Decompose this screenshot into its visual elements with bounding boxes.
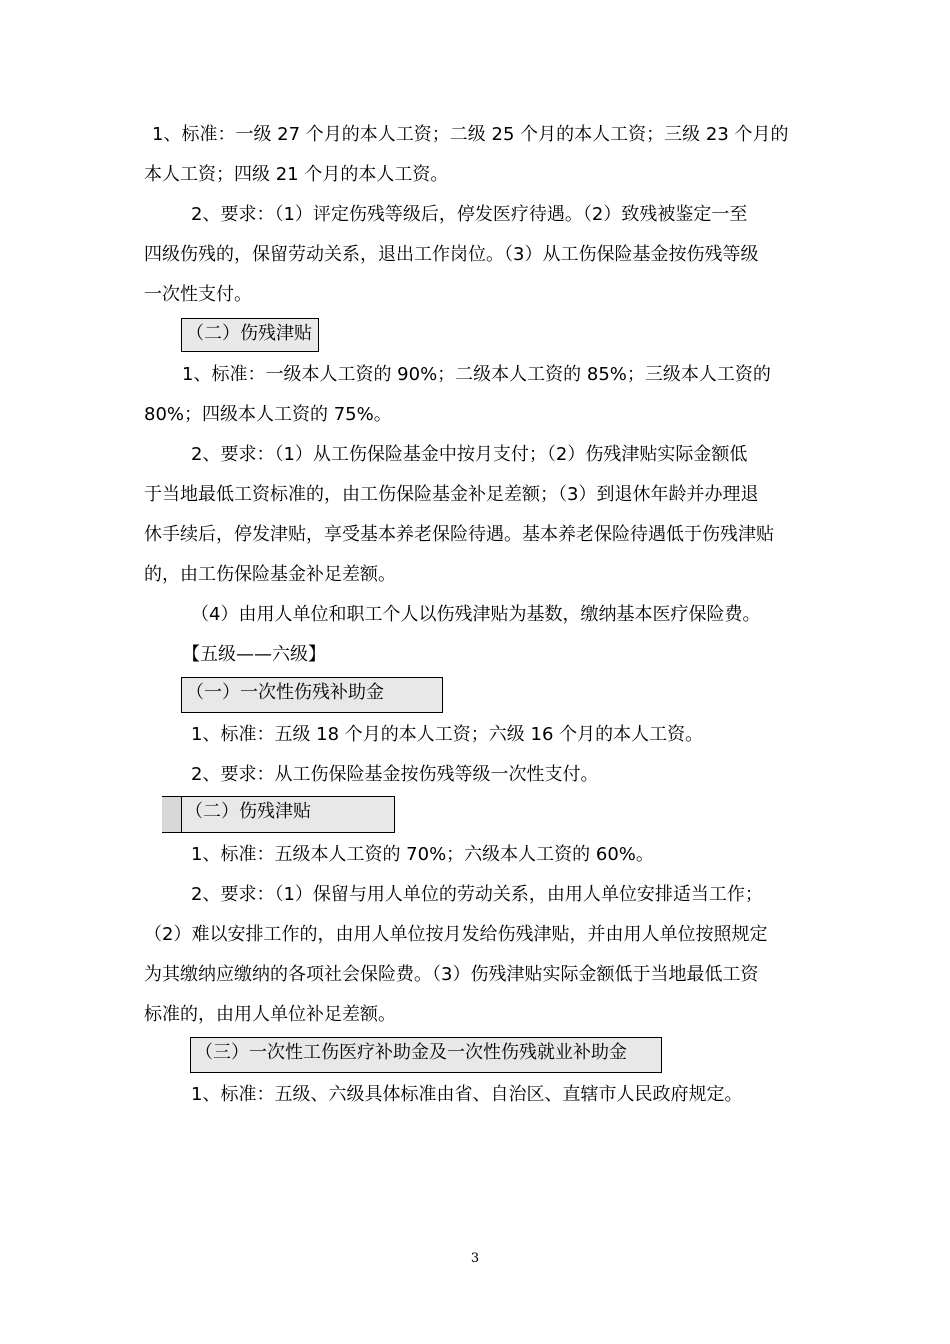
paragraph-line: 四级伤残的，保留劳动关系，退出工作岗位。（3）从工伤保险基金按伤残等级 [144, 244, 759, 265]
section-title: 【五级——六级】 [182, 644, 326, 665]
paragraph-line: 的，由工伤保险基金补足差额。 [144, 564, 396, 585]
paragraph-line: 80%；四级本人工资的 75%。 [144, 404, 392, 425]
section-heading-text: （二）伤残津贴 [186, 323, 312, 344]
paragraph-line: 于当地最低工资标准的，由工伤保险基金补足差额；（3）到退休年龄并办理退 [144, 484, 759, 505]
section-heading [181, 318, 319, 352]
paragraph-line: （4）由用人单位和职工个人以伤残津贴为基数，缴纳基本医疗保险费。 [191, 604, 761, 625]
paragraph-line: 2、要求：（1）从工伤保险基金中按月支付；（2）伤残津贴实际金额低 [191, 444, 748, 465]
paragraph-line: （2）难以安排工作的，由用人单位按月发给伤残津贴，并由用人单位按照规定 [144, 924, 768, 945]
section-heading-text: （三）一次性工伤医疗补助金及一次性伤残就业补助金 [195, 1042, 627, 1063]
paragraph-line: 1、标准：一级本人工资的 90%；二级本人工资的 85%；三级本人工资的 [182, 364, 771, 385]
paragraph-line: 2、要求：（1）评定伤残等级后，停发医疗待遇。（2）致残被鉴定一至 [191, 204, 748, 225]
section-heading [162, 796, 395, 833]
paragraph-line: 1、标准：五级 18 个月的本人工资；六级 16 个月的本人工资。 [191, 724, 704, 745]
paragraph-line: 一次性支付。 [144, 284, 252, 305]
paragraph-line: 2、要求：（1）保留与用人单位的劳动关系，由用人单位安排适当工作； [191, 884, 763, 905]
paragraph-line: 本人工资；四级 21 个月的本人工资。 [144, 164, 449, 185]
paragraph-line: 1、标准：五级本人工资的 70%；六级本人工资的 60%。 [191, 844, 654, 865]
paragraph-line: 休手续后，停发津贴，享受基本养老保险待遇。基本养老保险待遇低于伤残津贴 [144, 524, 774, 545]
paragraph-line: 1、标准：一级 27 个月的本人工资；二级 25 个月的本人工资；三级 23 个月的 [152, 124, 789, 145]
page-number: 3 [470, 1251, 480, 1266]
paragraph-line: 为其缴纳应缴纳的各项社会保险费。（3）伤残津贴实际金额低于当地最低工资 [144, 964, 759, 985]
paragraph-line: 2、要求：从工伤保险基金按伤残等级一次性支付。 [191, 764, 599, 785]
section-heading [190, 1037, 662, 1073]
paragraph-line: 标准的，由用人单位补足差额。 [144, 1004, 396, 1025]
section-heading [181, 677, 443, 713]
section-heading-text: （二）伤残津贴 [185, 801, 311, 822]
section-heading-text: （一）一次性伤残补助金 [186, 682, 384, 703]
paragraph-line: 1、标准：五级、六级具体标准由省、自治区、直辖市人民政府规定。 [191, 1084, 743, 1105]
